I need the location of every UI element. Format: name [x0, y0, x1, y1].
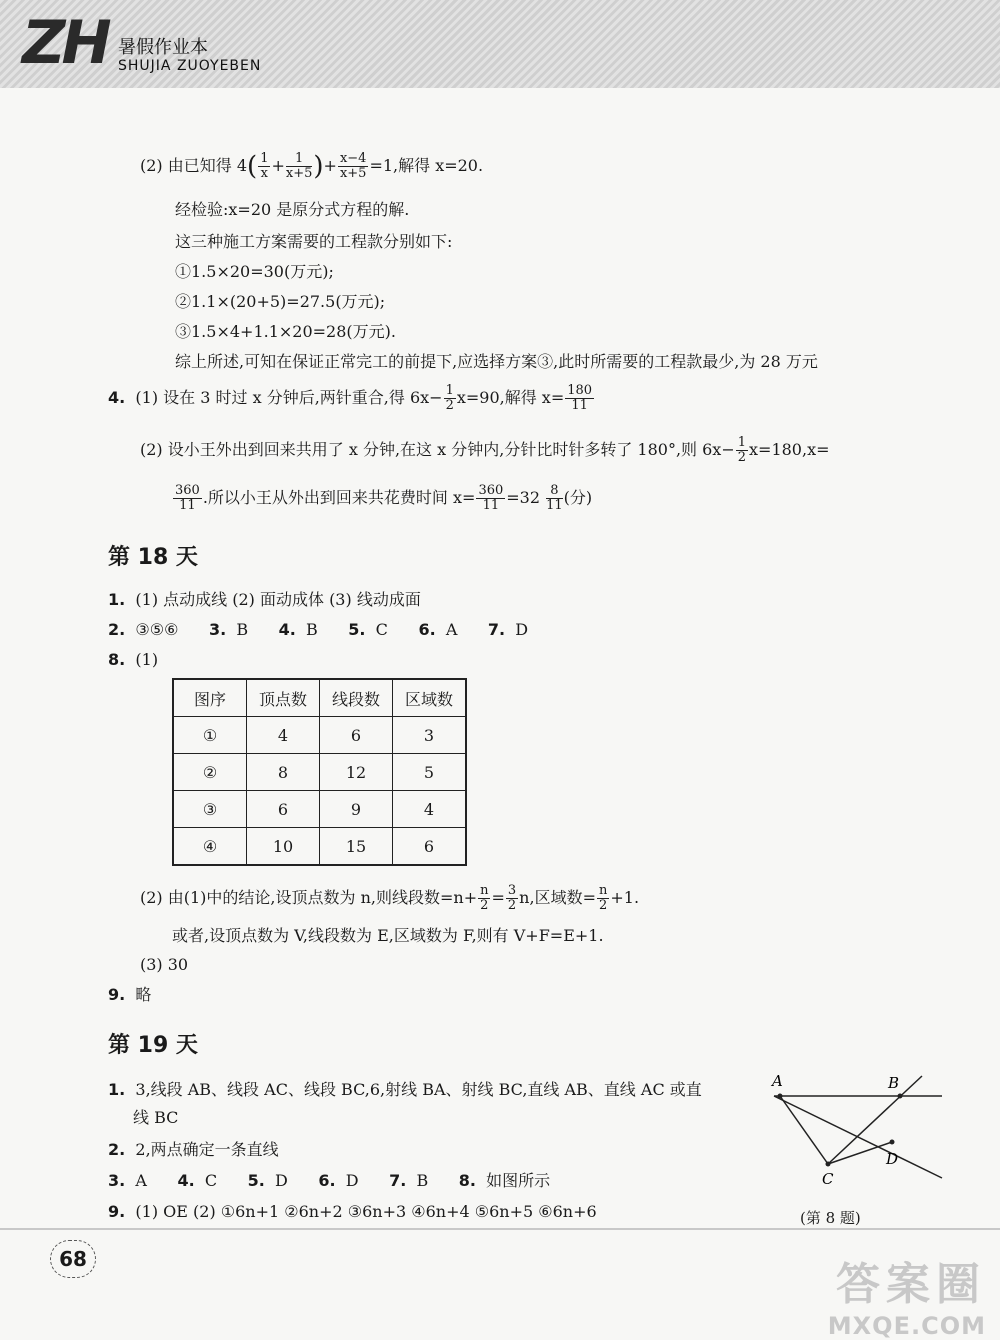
d18-q8-table [172, 678, 467, 866]
d18-q1: 1. (1) 点动成线 (2) 面动成体 (3) 线动成面 [108, 590, 421, 609]
d19-q3-q8: 3. A 4. C 5. D 6. D 7. B 8. 如图所示 [108, 1171, 551, 1190]
figure-caption: (第 8 题) [800, 1209, 861, 1227]
point-a [778, 1094, 783, 1099]
q8-geometry-figure [760, 1068, 950, 1228]
table-header: 图序 [173, 679, 247, 717]
page-header [0, 0, 1000, 88]
table-cell: 4 [393, 791, 467, 828]
table-cell: 10 [247, 828, 320, 866]
footer-divider [0, 1228, 1000, 1230]
segment-cd [828, 1142, 892, 1164]
table-header: 线段数 [320, 679, 393, 717]
table-header: 区域数 [393, 679, 467, 717]
q3-plan3: ③1.5×4+1.1×20=28(万元). [175, 322, 396, 341]
table-cell: ② [173, 754, 247, 791]
table-row [173, 791, 466, 828]
q3-plan1: ①1.5×20=30(万元); [175, 262, 334, 281]
watermark [828, 1248, 986, 1340]
table-cell: 15 [320, 828, 393, 866]
d18-q8-part3: (3) 30 [140, 955, 189, 974]
table-row [173, 717, 466, 754]
table-cell: 8 [247, 754, 320, 791]
label-c: C [822, 1170, 834, 1188]
table-cell: 6 [393, 828, 467, 866]
d18-q9: 9. 略 [108, 985, 152, 1004]
d18-q8-alternative: 或者,设顶点数为 V,线段数为 E,区域数为 F,则有 V+F=E+1. [172, 926, 604, 945]
d19-q9: 9. (1) OE (2) ①6n+1 ②6n+2 ③6n+3 ④6n+4 ⑤6n+5 ⑥6n+6 [108, 1202, 597, 1221]
table-header-row [173, 679, 466, 717]
q3-conclusion: 综上所述,可知在保证正常完工的前提下,应选择方案③,此时所需要的工程款最少,为 28 万元 [175, 352, 818, 371]
table-cell: ④ [173, 828, 247, 866]
d18-q8-part1: 8. (1) [108, 650, 159, 669]
book-title-cn: 暑假作业本 [118, 37, 208, 58]
q4-part2-line2: $\frac{360}{11}$ .所以小王从外出到回来共花费时间 x= $\frac{360}{11}$ =32 $\frac{8}{11}$ (分) [175, 483, 593, 513]
book-title-en: SHUJIA ZUOYEBEN [118, 58, 262, 74]
d19-q1: 1. 3,线段 AB、线段 AC、线段 BC,6,射线 BA、射线 BC,直线 AB、直线 AC 或直 [108, 1080, 702, 1099]
segment-ac [780, 1096, 828, 1164]
table-cell: 4 [247, 717, 320, 754]
table-cell: ① [173, 717, 247, 754]
q3-part2-equation: (2) 由已知得 4( $\frac{1}{x}$ + $\frac{1}{x+5}$ )+ $\frac{x-4}{x+5}$ =1,解得 x=20. [140, 151, 484, 182]
day18-heading: 第 18 天 [108, 545, 198, 570]
d18-q2-q7: 2. ③⑤⑥ 3. B 4. B 5. C 6. A 7. D [108, 620, 529, 639]
table-cell: 5 [393, 754, 467, 791]
d18-q8-part2: (2) 由(1)中的结论,设顶点数为 n,则线段数=n+ $\frac{n}{2}$ = $\frac{3}{2}$ n,区域数= $\frac{n}{2}$ +1. [140, 883, 640, 913]
q4-part1: 4. (1) 设在 3 时过 x 分钟后,两针重合,得 6x− $\frac{1}{2}$ x=90,解得 x= $\frac{180}{11}$ [108, 383, 593, 413]
point-c [826, 1162, 831, 1167]
point-b [898, 1094, 903, 1099]
page-number: 68 [50, 1240, 96, 1278]
series-logo: ZH [22, 8, 108, 78]
table-row [173, 754, 466, 791]
line-ac-extended [774, 1096, 942, 1178]
table-cell: 6 [320, 717, 393, 754]
table-cell: 6 [247, 791, 320, 828]
table-cell: ③ [173, 791, 247, 828]
table-row [173, 828, 466, 866]
point-d [890, 1140, 895, 1145]
label-b: B [888, 1074, 900, 1092]
q3-intro: 这三种施工方案需要的工程款分别如下: [175, 232, 453, 251]
table-cell: 12 [320, 754, 393, 791]
day19-heading: 第 19 天 [108, 1033, 198, 1058]
table-cell: 9 [320, 791, 393, 828]
d19-q1-cont: 线 BC [133, 1108, 179, 1127]
ray-cb [828, 1076, 922, 1164]
watermark-text: 答案圈 [836, 1259, 986, 1310]
d19-q2: 2. 2,两点确定一条直线 [108, 1140, 279, 1159]
q4-part2-line1: (2) 设小王外出到回来共用了 x 分钟,在这 x 分钟内,分针比时针多转了 180°,则 6x− $\frac{1}{2}$ x=180,x= [140, 435, 830, 465]
label-a: A [772, 1072, 783, 1090]
label-d: D [886, 1150, 899, 1168]
watermark-url: MXQE.COM [827, 1312, 986, 1340]
q3-plan2: ②1.1×(20+5)=27.5(万元); [175, 292, 386, 311]
table-header: 顶点数 [247, 679, 320, 717]
q3-check: 经检验:x=20 是原分式方程的解. [175, 200, 410, 219]
table-cell: 3 [393, 717, 467, 754]
